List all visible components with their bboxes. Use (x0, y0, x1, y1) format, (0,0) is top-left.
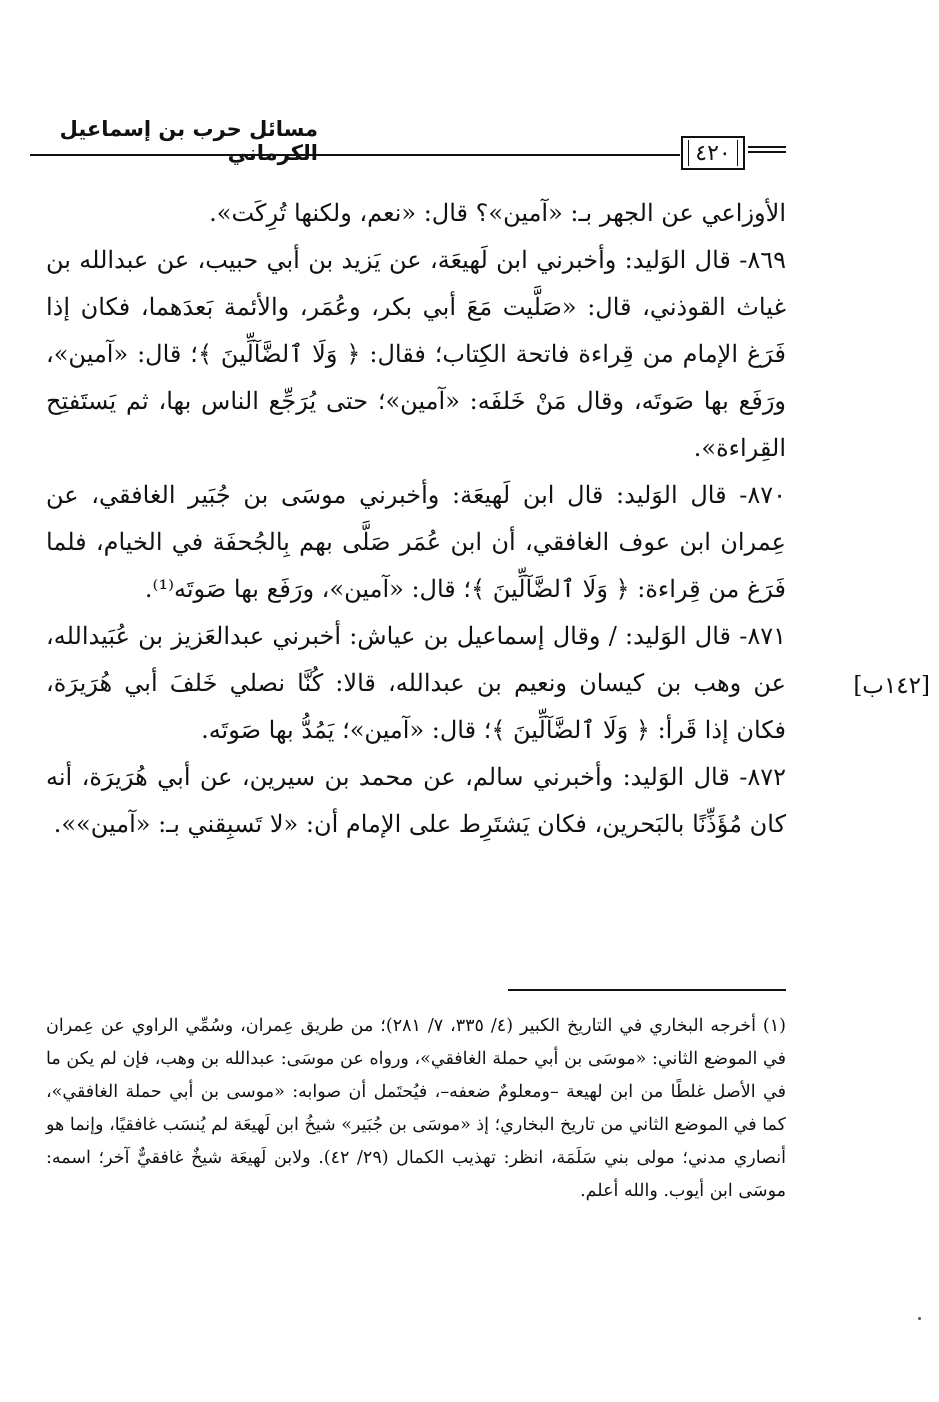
footnotes (46, 1010, 786, 1208)
footnote-1: (١) أخرجه البخاري في التاريخ الكبير (٤/ ٣٣٥، ٧/ ٢٨١)؛ من طريق عِمران، وسُمِّي الراوي عن عِمران في الموضع الثاني: «موسَى بن أبي حملة الغافقي»، ورواه عن موسَى: عبدالله بن وهب، فإن لم يكن ما في الأصل غلطًا من ابن لهيعة –ومعلومٌ ضعفه–، فيُحتَمل أن صوابه: «موسى بن أبي حملة الغافقي»، كما في الموضع الثاني من تاريخ البخاري؛ إذ «موسَى بن جُبَير» شيخُ ابن لَهيعَة لم يُنسَب غافقيًا، وإنما هو أنصاري مدني؛ مولى بني سَلَمَة، انظر: تهذيب الكمال (٢٩/ ٤٢). ولابن لَهيعَة شيخٌ غافقيٌّ آخر؛ اسمه: موسَى ابن أيوب. والله أعلم. (46, 1016, 786, 1201)
paragraph-871: ٨٧١- قال الوَليد: / وقال إسماعيل بن عياش: أخبرني عبدالعَزيز بن عُبَيدالله، عن وهب بن كيسان ونعيم بن عبدالله، قالا: كُنَّا نصلي خَلفَ أبي هُرَيرَة، فكان إذا قَرأ: ﴿ وَلَا ٱلضَّآلِّينَ ﴾؛ قال: «آمين»؛ يَمُدُّ بها صَوتَه. (46, 622, 786, 744)
header-rule (30, 154, 680, 156)
paragraph-869: ٨٦٩- قال الوَليد: وأخبرني ابن لَهيعَة، عن يَزيد بن أبي حبيب، عن عبدالله بن غياث القوذني، قال: «صَلَّيت مَعَ أبي بكر، وعُمَر، والأئمة بَعدَهما، فكان إذا فَرَغ الإمام من قِراءة فاتحة الكِتاب؛ فقال: ﴿ وَلَا ٱلضَّآلِّينَ ﴾؛ قال: «آمين»، ورَفَع بها صَوتَه، وقال مَنْ خَلفَه: «آمين»؛ حتى يُرَجِّع الناس بها، ثم يَستَفتِح القِراءة». (46, 246, 786, 462)
page-number: ٤٢٠ (681, 136, 745, 170)
scan-speck (918, 1317, 921, 1320)
main-text (46, 190, 786, 848)
paragraph-870: ٨٧٠- قال الوَليد: قال ابن لَهيعَة: وأخبرني موسَى بن جُبَير الغافقي، عن عِمران ابن عوف الغافقي، أن ابن عُمَر صَلَّى بهم بِالجُحفَة في الخيام، فلما فَرَغ من قِراءة: ﴿ وَلَا ٱلضَّآلِّينَ ﴾؛ قال: «آمين»، ورَفَع بها صَوتَه⁽¹⁾. (46, 481, 786, 603)
paragraph-872: ٨٧٢- قال الوَليد: وأخبرني سالم، عن محمد بن سيرين، عن أبي هُرَيرَة، أنه كان مُؤَذِّنًا بالبَحرين، فكان يَشتَرِط على الإمام أن: «لا تَسبِقني بـ: «آمين»». (46, 763, 786, 838)
footnote-separator (508, 989, 786, 991)
header-ornament-bars (748, 146, 786, 156)
paragraph-continuation: الأوزاعي عن الجهر بـ: «آمين»؟ قال: «نعم، ولكنها تُرِكَت». (209, 199, 786, 227)
running-header-title: مسائل حرب بن إسماعيل الكرماني (59, 117, 318, 165)
manuscript-folio-marker: [١٤٢ب] (853, 673, 930, 699)
